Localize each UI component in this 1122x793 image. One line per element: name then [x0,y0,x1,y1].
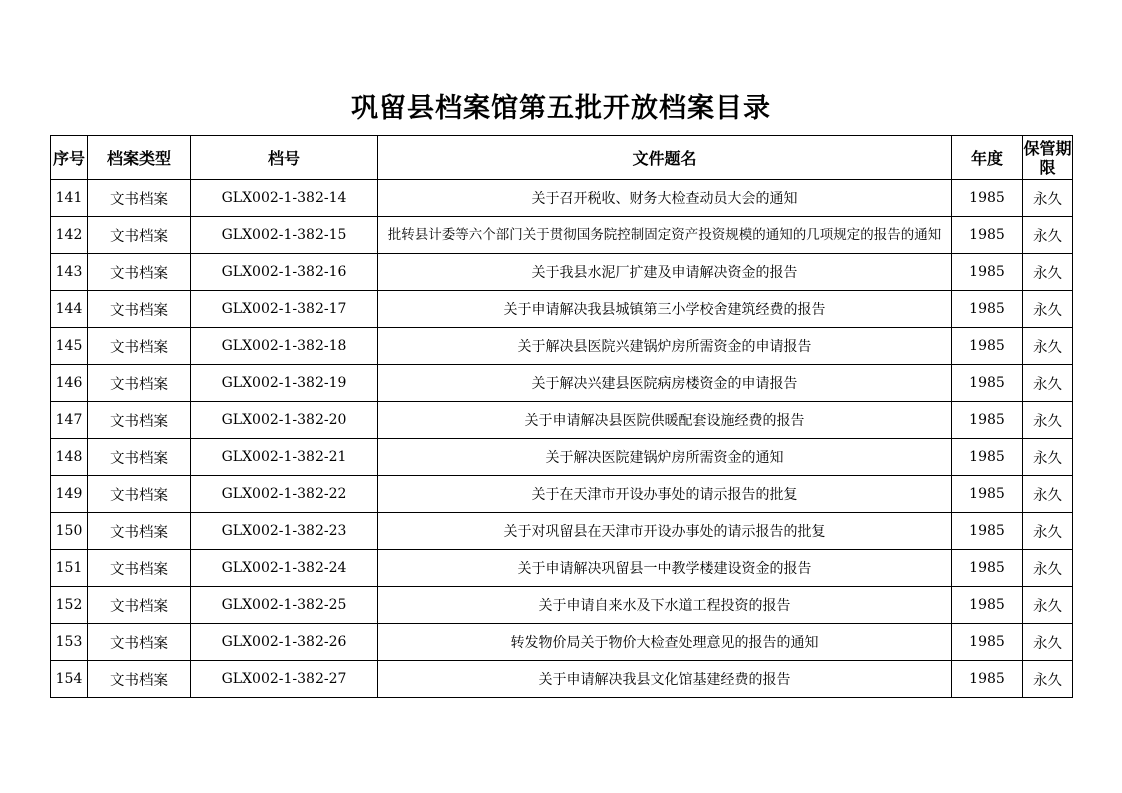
table-row [51,217,1073,254]
cell-type: 文书档案 [88,180,191,217]
cell-type: 文书档案 [88,550,191,587]
cell-keep: 永久 [1023,587,1073,624]
cell-num: GLX002-1-382-23 [191,513,378,550]
cell-seq: 150 [51,513,88,550]
cell-num: GLX002-1-382-21 [191,439,378,476]
cell-num: GLX002-1-382-27 [191,661,378,698]
cell-seq: 151 [51,550,88,587]
cell-keep: 永久 [1023,550,1073,587]
cell-seq: 144 [51,291,88,328]
cell-keep: 永久 [1023,180,1073,217]
cell-name: 关于申请解决县医院供暖配套设施经费的报告 [378,402,952,439]
table-row [51,587,1073,624]
header-name: 文件题名 [378,136,952,180]
header-row [51,136,1073,180]
cell-num: GLX002-1-382-14 [191,180,378,217]
cell-num: GLX002-1-382-24 [191,550,378,587]
cell-type: 文书档案 [88,217,191,254]
cell-type: 文书档案 [88,513,191,550]
cell-type: 文书档案 [88,476,191,513]
cell-year: 1985 [952,254,1023,291]
cell-type: 文书档案 [88,328,191,365]
cell-seq: 154 [51,661,88,698]
cell-keep: 永久 [1023,328,1073,365]
cell-year: 1985 [952,587,1023,624]
cell-name: 关于申请解决巩留县一中教学楼建设资金的报告 [378,550,952,587]
header-num: 档号 [191,136,378,180]
cell-year: 1985 [952,365,1023,402]
table-row [51,254,1073,291]
cell-seq: 142 [51,217,88,254]
header-type: 档案类型 [88,136,191,180]
archive-catalog-table [50,135,1073,698]
table-row [51,291,1073,328]
cell-year: 1985 [952,439,1023,476]
table-row [51,439,1073,476]
cell-name: 关于我县水泥厂扩建及申请解决资金的报告 [378,254,952,291]
cell-seq: 149 [51,476,88,513]
cell-num: GLX002-1-382-16 [191,254,378,291]
cell-type: 文书档案 [88,587,191,624]
cell-year: 1985 [952,291,1023,328]
cell-seq: 143 [51,254,88,291]
cell-type: 文书档案 [88,439,191,476]
table-row [51,180,1073,217]
cell-type: 文书档案 [88,402,191,439]
table-row [51,550,1073,587]
cell-num: GLX002-1-382-19 [191,365,378,402]
header-keep: 保管期限 [1023,136,1073,180]
cell-name: 关于解决医院建锅炉房所需资金的通知 [378,439,952,476]
cell-keep: 永久 [1023,402,1073,439]
cell-keep: 永久 [1023,661,1073,698]
cell-keep: 永久 [1023,291,1073,328]
cell-num: GLX002-1-382-17 [191,291,378,328]
cell-type: 文书档案 [88,254,191,291]
cell-name: 关于对巩留县在天津市开设办事处的请示报告的批复 [378,513,952,550]
cell-seq: 146 [51,365,88,402]
table-row [51,513,1073,550]
cell-seq: 152 [51,587,88,624]
cell-seq: 145 [51,328,88,365]
cell-name: 批转县计委等六个部门关于贯彻国务院控制固定资产投资规模的通知的几项规定的报告的通知 [378,217,952,254]
cell-type: 文书档案 [88,291,191,328]
cell-name: 关于在天津市开设办事处的请示报告的批复 [378,476,952,513]
table-row [51,328,1073,365]
page-title: 巩留县档案馆第五批开放档案目录 [351,93,771,124]
cell-year: 1985 [952,624,1023,661]
cell-keep: 永久 [1023,476,1073,513]
table-row [51,661,1073,698]
header-year: 年度 [952,136,1023,180]
cell-num: GLX002-1-382-20 [191,402,378,439]
cell-keep: 永久 [1023,365,1073,402]
cell-year: 1985 [952,217,1023,254]
cell-name: 关于解决兴建县医院病房楼资金的申请报告 [378,365,952,402]
cell-keep: 永久 [1023,439,1073,476]
cell-num: GLX002-1-382-15 [191,217,378,254]
cell-seq: 148 [51,439,88,476]
cell-type: 文书档案 [88,624,191,661]
cell-name: 关于申请自来水及下水道工程投资的报告 [378,587,952,624]
header-seq: 序号 [51,136,88,180]
cell-num: GLX002-1-382-18 [191,328,378,365]
cell-name: 转发物价局关于物价大检查处理意见的报告的通知 [378,624,952,661]
table-row [51,402,1073,439]
cell-type: 文书档案 [88,365,191,402]
cell-name: 关于解决县医院兴建锅炉房所需资金的申请报告 [378,328,952,365]
cell-num: GLX002-1-382-25 [191,587,378,624]
cell-seq: 147 [51,402,88,439]
cell-num: GLX002-1-382-26 [191,624,378,661]
cell-type: 文书档案 [88,661,191,698]
cell-year: 1985 [952,661,1023,698]
table-row [51,624,1073,661]
cell-name: 关于申请解决我县城镇第三小学校舍建筑经费的报告 [378,291,952,328]
cell-year: 1985 [952,550,1023,587]
cell-year: 1985 [952,328,1023,365]
cell-seq: 141 [51,180,88,217]
cell-keep: 永久 [1023,254,1073,291]
cell-keep: 永久 [1023,513,1073,550]
table-row [51,476,1073,513]
cell-name: 关于申请解决我县文化馆基建经费的报告 [378,661,952,698]
table-row [51,365,1073,402]
cell-name: 关于召开税收、财务大检查动员大会的通知 [378,180,952,217]
cell-year: 1985 [952,180,1023,217]
cell-keep: 永久 [1023,624,1073,661]
cell-year: 1985 [952,513,1023,550]
cell-year: 1985 [952,476,1023,513]
cell-keep: 永久 [1023,217,1073,254]
cell-seq: 153 [51,624,88,661]
cell-num: GLX002-1-382-22 [191,476,378,513]
cell-year: 1985 [952,402,1023,439]
